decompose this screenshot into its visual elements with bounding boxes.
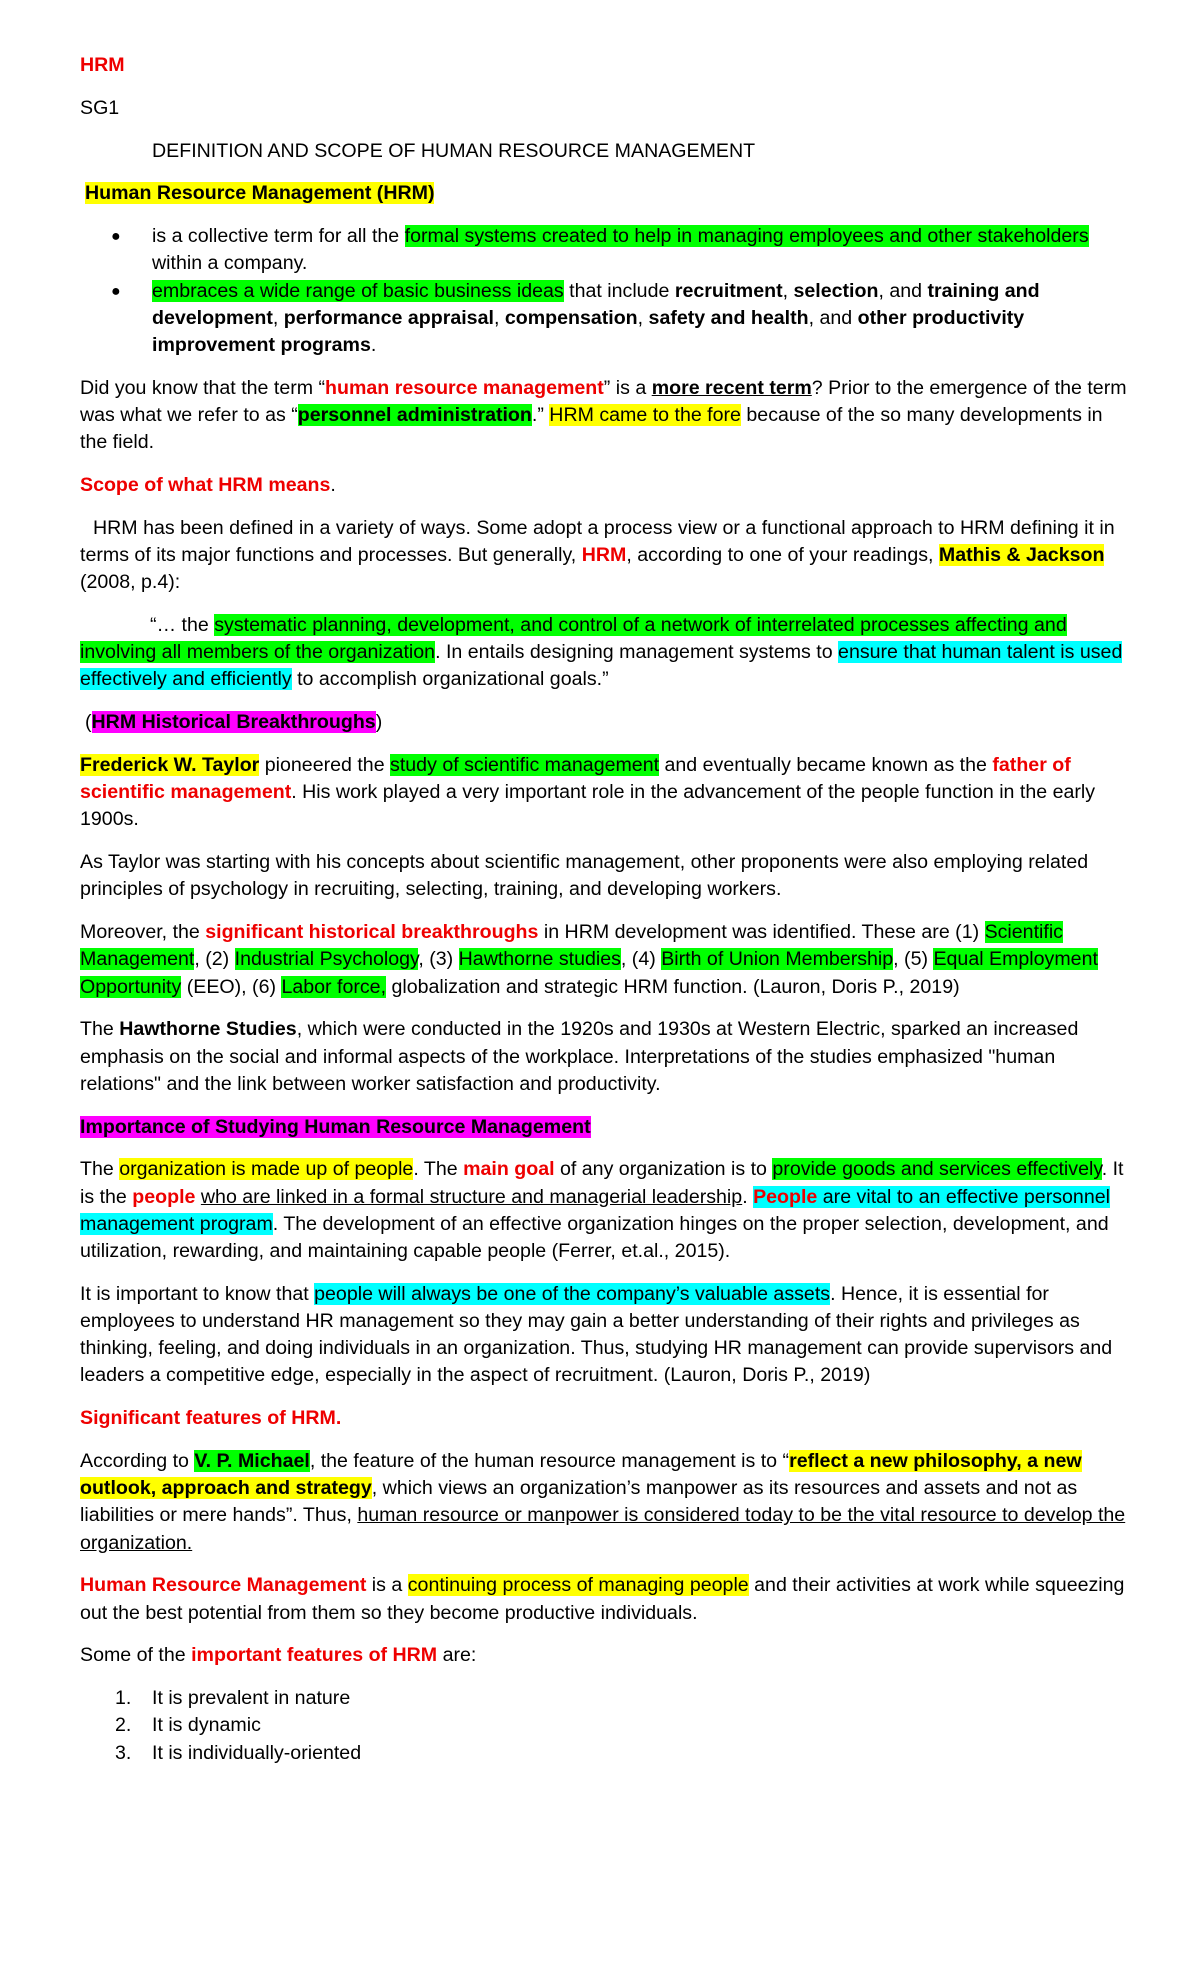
highlight-green: Scientific Management — [80, 921, 1063, 971]
highlight-green: Hawthorne studies — [458, 948, 621, 971]
text-run: is a — [366, 1574, 408, 1597]
text-run: , — [272, 306, 284, 329]
highlight-green: Birth of Union Membership — [661, 948, 894, 971]
highlight-green: study of scientific management — [390, 754, 660, 776]
highlight-yellow: organization is made up of people — [119, 1158, 414, 1181]
bold-term: compensation — [504, 306, 638, 329]
text-run: in HRM development was identified. These are (1) — [538, 921, 985, 944]
hrm-bullet-list — [80, 223, 1132, 359]
text-run: . The development of an effective organization hinges on the proper selection, development, and utilization, rewarding, and maintaining capable people (Ferrer, et.al., 2015). — [80, 1212, 1109, 1263]
bold-term: training and development — [152, 279, 1040, 329]
continuing-paragraph — [80, 1572, 1132, 1626]
text-run: and their activities at work while squeezing out the best potential from them so they become productive individuals. — [80, 1574, 1125, 1624]
bold-term: safety and health — [648, 306, 809, 329]
list-item — [80, 1712, 1132, 1739]
text-run: Did you know that the term “ — [80, 376, 326, 399]
list-number: 1. — [115, 1687, 132, 1710]
text-run: , (5) — [893, 948, 934, 971]
list-item — [80, 278, 1132, 360]
some-features-paragraph — [80, 1642, 1132, 1669]
text-run: The — [80, 1018, 120, 1041]
text-run: , — [637, 306, 649, 329]
text-run: .” — [531, 404, 550, 426]
text-run: ? Prior to the emergence of the term was what we refer to as “ — [80, 376, 1127, 426]
text-run: . In entails designing management systems to — [435, 641, 839, 664]
text-run: Some of the — [80, 1644, 192, 1667]
highlight-yellow: continuing process of managing people — [407, 1574, 749, 1597]
list-item — [80, 223, 1132, 277]
bold-term: selection — [793, 279, 879, 302]
text-run: , which views an organization’s manpower as its resources and assets and not as liabilities or mere hands”. Thus, — [80, 1477, 1078, 1527]
hawthorne-paragraph — [80, 1016, 1132, 1098]
list-number: 3. — [115, 1741, 132, 1764]
text-run: , (4) — [620, 948, 662, 971]
highlight-green: provide goods and services effectively — [772, 1158, 1102, 1181]
highlight-cyan — [817, 1186, 822, 1208]
importance-heading — [80, 1114, 1132, 1141]
hrm-heading-text: Human Resource Management (HRM) — [85, 182, 435, 205]
bold-term: other productivity improvement programs — [152, 306, 1025, 356]
red-term: people — [132, 1185, 196, 1208]
text-run: , (3) — [418, 948, 459, 971]
highlight-cyan: people will always be one of the company’s valuable assets — [314, 1282, 831, 1305]
text-run: , which were conducted in the 1920s and 1930s at Western Electric, sparked an increased emphasis on the social and informal aspects of the workplace. Interpretations of the studies emphasized "human relations" and the link between worker satisfaction and productivity. — [80, 1018, 1079, 1095]
moreover-paragraph — [80, 919, 1132, 1001]
organization-paragraph — [80, 1156, 1132, 1265]
text-run: because of the so many developments in the field. — [80, 404, 1103, 454]
doc-label-hrm — [80, 52, 1132, 79]
text-run: . Hence, it is essential for employees to understand HR management so they may gain a better understanding of their rights and privileges as thinking, feeling, and doing individuals in an organization. Thus, studying HR management can provide supervisors and leaders a competitive edge, especially in the aspect of recruitment. (Lauron, Doris P., 2019) — [80, 1282, 1113, 1387]
highlight-green: formal systems created to help in managing employees and other stakeholders — [404, 225, 1089, 248]
highlight-cyan: are vital to an effective personnel management program — [80, 1185, 1110, 1235]
underlined-phrase: who are linked in a formal structure and managerial leadership — [200, 1185, 743, 1208]
text-run: ) — [375, 711, 383, 734]
highlight-magenta: Importance of Studying Human Resource Management — [80, 1115, 591, 1138]
text-run: . The — [413, 1158, 464, 1181]
hrm-heading — [80, 180, 1132, 207]
red-term: human resource management — [325, 376, 604, 399]
defined-paragraph — [80, 515, 1132, 597]
text-run: ” is a — [603, 376, 652, 399]
assets-paragraph — [80, 1281, 1132, 1390]
list-item-text: It is individually-oriented — [152, 1741, 362, 1764]
scope-heading-text: Scope of what HRM means — [80, 474, 331, 496]
text-run: , and — [808, 306, 858, 329]
highlight-yellow: HRM came to the fore — [549, 404, 741, 426]
underlined-phrase: human resource or manpower is considered today to be the vital resource to develop the organization. — [80, 1504, 1126, 1554]
list-item-text: It is prevalent in nature — [152, 1687, 351, 1710]
text-run: that include — [563, 279, 675, 302]
scope-heading — [80, 472, 1132, 499]
features-heading-text: Significant features of HRM. — [80, 1407, 342, 1430]
red-term: significant historical breakthroughs — [205, 921, 539, 944]
quote-paragraph — [80, 612, 1132, 694]
text-run: , the feature of the human resource management is to “ — [309, 1450, 790, 1473]
highlight-green: V. P. Michael — [194, 1450, 310, 1473]
highlight-cyan: ensure that human talent is used effectively and efficiently — [80, 641, 1123, 691]
red-term: main goal — [463, 1158, 555, 1181]
text-run: are: — [437, 1644, 477, 1667]
text-run: (2008, p.4): — [80, 571, 181, 594]
text-run: of any organization is to — [554, 1158, 773, 1181]
text-run: According to — [80, 1450, 195, 1473]
bullet-icon: ● — [111, 228, 121, 246]
text-run: ( — [85, 711, 92, 734]
highlight-cyan: People — [753, 1185, 818, 1208]
text-run: is a collective term for all the — [152, 225, 405, 248]
text-run: . — [742, 1185, 754, 1208]
list-item — [80, 1740, 1132, 1767]
features-list — [80, 1685, 1132, 1767]
highlight-green: personnel administration — [297, 404, 532, 426]
text-run: . — [370, 334, 377, 356]
text-run: (EEO), (6) — [181, 975, 282, 998]
red-term: Human Resource Management — [80, 1574, 367, 1597]
highlight-green: embraces a wide range of basic business ideas — [152, 279, 564, 302]
bold-term: performance appraisal — [283, 306, 494, 329]
red-term: father of scientific management — [80, 754, 1071, 804]
text-run: . It is the — [80, 1158, 1124, 1208]
text-run: As Taylor was starting with his concepts about scientific management, other proponents were also employing related principles of psychology in recruiting, selecting, training, and developing workers. — [80, 851, 1089, 901]
features-heading — [80, 1405, 1132, 1432]
highlight-yellow: Frederick W. Taylor — [80, 754, 260, 776]
highlight-green: systematic planning, development, and control of a network of interrelated processes affecting and involving all members of the organization — [80, 614, 1067, 664]
text-run: within a company. — [152, 252, 308, 275]
red-term: HRM — [581, 544, 627, 566]
highlight-green: Industrial Psychology — [234, 948, 419, 971]
as-taylor-paragraph — [80, 849, 1132, 903]
breakthroughs-heading — [80, 709, 1132, 736]
list-number: 2. — [115, 1714, 132, 1737]
bold-term: Hawthorne Studies — [119, 1018, 297, 1041]
underlined-term: more recent term — [651, 376, 812, 399]
bullet-icon: ● — [111, 282, 121, 300]
text-run: HRM has been defined in a variety of ways. Some adopt a process view or a functional approach to HRM defining it in terms of its major functions and processes. But generally, — [80, 516, 1115, 566]
text-run: . — [330, 474, 336, 496]
text-run: globalization and strategic HRM function. (Lauron, Doris P., 2019) — [386, 975, 960, 998]
highlight-magenta: HRM Historical Breakthroughs — [91, 711, 376, 734]
bold-term: recruitment — [674, 279, 783, 302]
document-title-text: DEFINITION AND SCOPE OF HUMAN RESOURCE MANAGEMENT — [152, 139, 756, 162]
text-run: and eventually became known as the — [659, 754, 993, 776]
text-run: , and — [878, 279, 928, 302]
text-run: , (2) — [194, 948, 235, 971]
text-run: to accomplish organizational goals.” — [291, 668, 609, 691]
highlight-yellow: reflect a new philosophy, a new outlook, approach and strategy — [80, 1450, 1082, 1500]
text-run: The — [80, 1158, 120, 1181]
text-run: , according to one of your readings, — [626, 544, 939, 566]
list-item — [80, 1685, 1132, 1712]
highlight-green: Equal Employment Opportunity — [80, 948, 1098, 998]
michael-paragraph — [80, 1448, 1132, 1557]
hrm-label: HRM — [80, 54, 125, 76]
highlight-yellow: Mathis & Jackson — [938, 544, 1105, 566]
text-run: , — [782, 279, 794, 302]
did-you-know-paragraph — [80, 375, 1132, 457]
doc-label-sg — [80, 95, 1132, 122]
text-run: . His work played a very important role in the advancement of the people function in the early 1900s. — [80, 781, 1096, 831]
list-item-text: It is dynamic — [152, 1714, 261, 1737]
text-run: “… the — [150, 614, 215, 636]
red-term: important features of HRM — [191, 1644, 438, 1667]
text-run: , — [493, 306, 505, 329]
text-run: Moreover, the — [80, 921, 206, 944]
sg-label: SG1 — [80, 96, 120, 119]
document-title — [80, 138, 1132, 165]
taylor-paragraph — [80, 752, 1132, 834]
highlight-green: Labor force, — [281, 975, 387, 998]
text-run: It is important to know that — [80, 1282, 315, 1305]
text-run: pioneered the — [259, 754, 391, 776]
